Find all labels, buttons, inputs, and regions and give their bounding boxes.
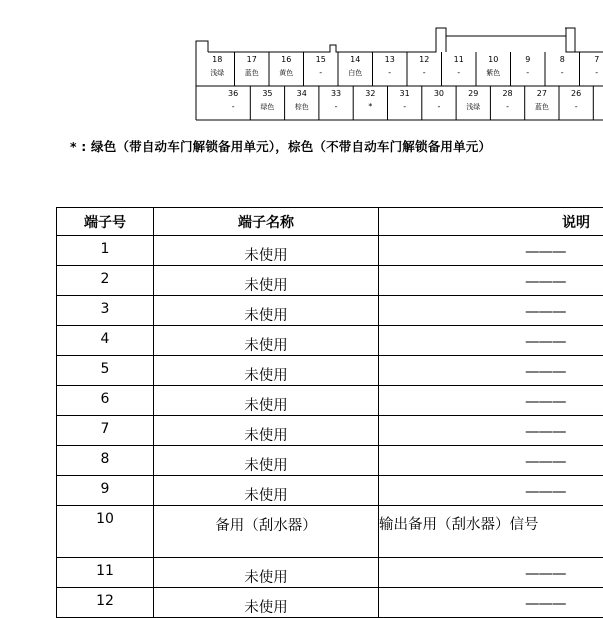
pin-wire-color: 紫色 [486, 68, 500, 77]
terminal-name: 未使用 [154, 386, 379, 416]
table-row [57, 506, 603, 558]
table-row [57, 356, 603, 386]
pin-number: 14 [350, 55, 360, 64]
pin-number: 27 [537, 89, 547, 98]
terminal-name: 未使用 [154, 446, 379, 476]
table-row [57, 558, 603, 588]
terminal-name: 未使用 [154, 296, 379, 326]
pin-wire-color: - [457, 68, 460, 77]
pin-number: 17 [247, 55, 257, 64]
pin-wire-color: - [232, 102, 235, 111]
terminal-name: 未使用 [154, 236, 379, 266]
terminal-desc: ——— [379, 266, 603, 296]
pin-number: 28 [502, 89, 512, 98]
terminal-no: 7 [57, 416, 154, 446]
terminal-no: 9 [57, 476, 154, 506]
pin-number: 31 [400, 89, 410, 98]
pin-number: 9 [525, 55, 530, 64]
pin-number: 26 [571, 89, 581, 98]
header-terminal-name: 端子名称 [154, 208, 379, 236]
terminal-desc: ——— [379, 326, 603, 356]
pin-wire-color: 棕色 [295, 102, 309, 111]
terminal-desc: ——— [379, 386, 603, 416]
pin-wire-color: * [368, 102, 372, 111]
pin-wire-color: - [438, 102, 441, 111]
terminal-no: 4 [57, 326, 154, 356]
table-row [57, 476, 603, 506]
color-note: * : 绿色（带自动车门解锁备用单元），棕色（不带自动车门解锁备用单元） [70, 137, 491, 155]
pin-number: 7 [594, 55, 599, 64]
terminal-no: 12 [57, 588, 154, 618]
table-row [57, 588, 603, 618]
terminal-name: 未使用 [154, 416, 379, 446]
terminal-name: 未使用 [154, 558, 379, 588]
pin-number: 36 [228, 89, 238, 98]
pin-number: 18 [212, 55, 222, 64]
terminal-desc: ——— [379, 356, 603, 386]
pin-number: 34 [297, 89, 307, 98]
terminal-name: 未使用 [154, 326, 379, 356]
pin-number: 29 [468, 89, 478, 98]
terminal-no: 2 [57, 266, 154, 296]
pin-wire-color: - [506, 102, 509, 111]
table-row [57, 326, 603, 356]
terminal-no: 11 [57, 558, 154, 588]
connector-bottom-row [228, 86, 593, 120]
terminal-name: 未使用 [154, 356, 379, 386]
terminal-name: 未使用 [154, 588, 379, 618]
header-terminal-no: 端子号 [57, 208, 154, 236]
pin-wire-color: 浅绿 [210, 68, 224, 77]
terminal-no: 1 [57, 236, 154, 266]
pin-number: 16 [281, 55, 291, 64]
terminal-name: 未使用 [154, 476, 379, 506]
pin-wire-color: - [595, 68, 598, 77]
table-row [57, 386, 603, 416]
pin-number: 12 [419, 55, 429, 64]
pin-wire-color: 白色 [348, 68, 362, 77]
terminal-desc: 输出备用（刮水器）信号 [379, 506, 603, 558]
terminal-desc: ——— [379, 236, 603, 266]
table-row [57, 236, 603, 266]
table-row [57, 416, 603, 446]
pin-number: 32 [365, 89, 375, 98]
terminal-no: 5 [57, 356, 154, 386]
pin-wire-color: - [575, 102, 578, 111]
terminal-desc: ——— [379, 296, 603, 326]
terminal-no: 6 [57, 386, 154, 416]
terminal-desc: ——— [379, 558, 603, 588]
pin-number: 35 [262, 89, 272, 98]
terminal-no: 8 [57, 446, 154, 476]
pin-wire-color: - [561, 68, 564, 77]
pin-number: 11 [454, 55, 464, 64]
terminal-no: 3 [57, 296, 154, 326]
pin-wire-color: - [319, 68, 322, 77]
pin-number: 15 [316, 55, 326, 64]
terminal-desc: ——— [379, 446, 603, 476]
terminal-desc: ——— [379, 476, 603, 506]
pin-wire-color: - [423, 68, 426, 77]
terminal-desc: ——— [379, 588, 603, 618]
pin-wire-color: 蓝色 [245, 68, 259, 77]
pin-wire-color: 绿色 [260, 102, 274, 111]
table-row [57, 446, 603, 476]
table-row [57, 296, 603, 326]
pin-wire-color: 黄色 [279, 68, 293, 77]
pin-wire-color: 浅绿 [466, 102, 480, 111]
connector-top-row [210, 52, 603, 86]
terminal-no: 10 [57, 506, 154, 558]
pin-wire-color: - [403, 102, 406, 111]
terminal-table [56, 207, 603, 618]
pin-wire-color: 蓝色 [535, 102, 549, 111]
terminal-desc: ——— [379, 416, 603, 446]
table-header-row [57, 208, 603, 236]
pin-wire-color: - [526, 68, 529, 77]
header-description: 说明 [379, 208, 603, 236]
pin-wire-color: - [388, 68, 391, 77]
pin-number: 33 [331, 89, 341, 98]
pin-wire-color: - [335, 102, 338, 111]
pin-number: 10 [488, 55, 498, 64]
terminal-name: 备用（刮水器） [154, 506, 379, 558]
pin-number: 8 [560, 55, 565, 64]
connector-diagram [0, 0, 603, 130]
pin-number: 30 [434, 89, 444, 98]
pin-number: 13 [385, 55, 395, 64]
table-row [57, 266, 603, 296]
terminal-name: 未使用 [154, 266, 379, 296]
